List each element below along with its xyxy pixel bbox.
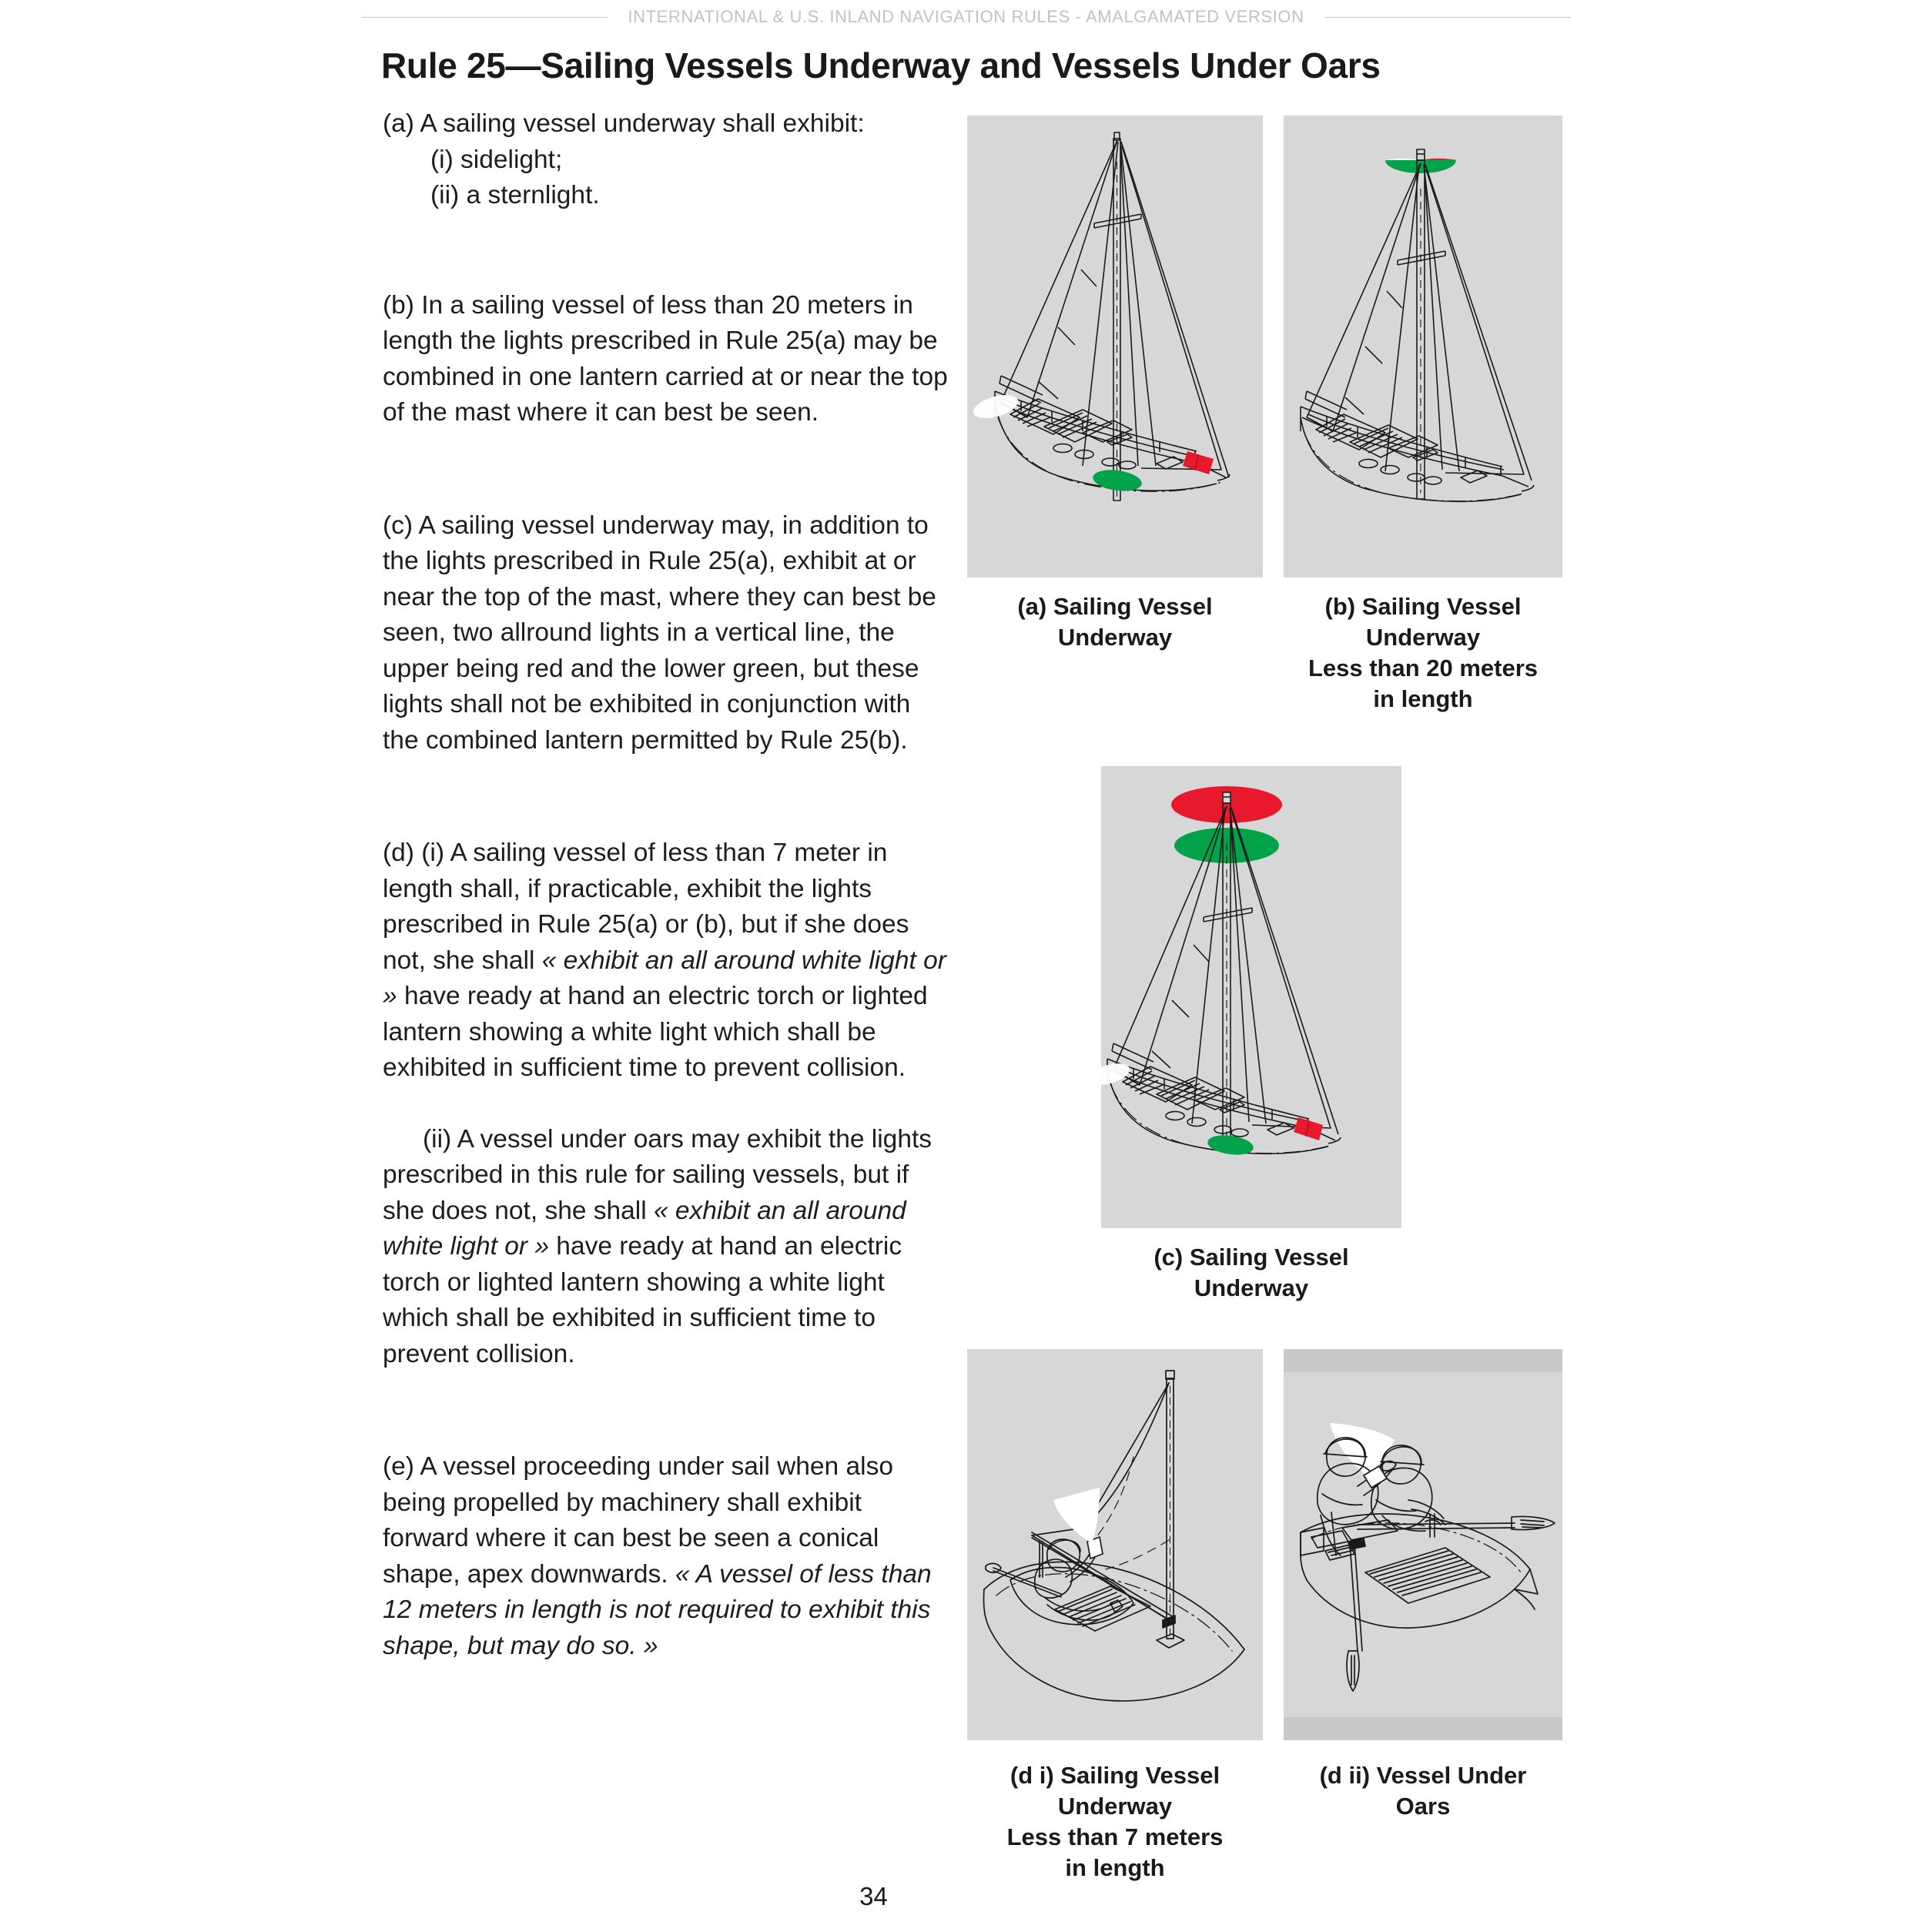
figure-d-i-caption (967, 1760, 1263, 1883)
figure-d-ii-caption-line-2: Oars (1395, 1793, 1451, 1820)
paragraph-a-ii: (ii) a sternlight. (430, 181, 600, 209)
figure-b-caption-line-2: Underway (1365, 624, 1481, 651)
figure-d-i-caption-line-3: Less than 7 meters (1006, 1823, 1224, 1850)
paragraph-a-i: (i) sidelight; (430, 145, 563, 174)
figure-c-caption-line-2: Underway (1194, 1274, 1309, 1301)
figure-a-caption-line-2: Underway (1057, 624, 1173, 651)
spacer-after-b (383, 431, 949, 508)
rule-text-column (383, 106, 949, 1664)
paragraph-d-ii (383, 1122, 949, 1373)
paragraph-d-ii-quote: « exhibit an all around white light or » (383, 1196, 906, 1261)
figure-c-caption (1101, 1242, 1401, 1304)
figure-d-i-panel (967, 1349, 1263, 1740)
figure-a-panel (967, 116, 1263, 578)
paragraph-d-i-text-2: have ready at hand an electric torch or lighted lantern showing a white light which shall be exhibited in sufficient time to prevent collision. (383, 982, 928, 1082)
figure-b-caption-line-3: Less than 20 meters (1308, 655, 1539, 681)
figure-d-ii-caption (1284, 1760, 1562, 1822)
header-rule-left (361, 17, 608, 18)
figure-c-caption-line-1: (c) Sailing Vessel (1154, 1244, 1349, 1271)
paragraph-d-i-quote: « exhibit an all around white light or » (383, 946, 946, 1010)
spacer-after-a (383, 214, 949, 288)
spacer-after-c (383, 758, 949, 835)
figure-a-caption (967, 591, 1263, 653)
paragraph-d-i (383, 835, 949, 1087)
paragraph-c: (c) A sailing vessel underway may, in addition to the lights prescribed in Rule 25(a), exhibit at or near the top of the mast, where they can best be seen, two allround lights in a vertical line, the upper being red and the lower green, but these lights shall not be exhibited in conjunction with the combined lantern permitted by Rule 25(b). (383, 511, 936, 755)
figure-b-caption-line-1: (b) Sailing Vessel (1324, 593, 1522, 620)
figure-c-panel (1101, 766, 1401, 1228)
paragraph-a-intro: (a) A sailing vessel underway shall exhibit: (383, 109, 865, 138)
paragraph-e-quote: « A vessel of less than 12 meters in length is not required to exhibit this shape, but may do so. » (383, 1559, 932, 1660)
figure-d-ii-panel (1284, 1349, 1562, 1740)
page-number (0, 1882, 1932, 1911)
paragraph-e-text-1: (e) A vessel proceeding under sail when also being propelled by machinery shall exhibit forward where it can best be seen a conical shape, apex downwards. (383, 1452, 893, 1589)
page-number-value: 34 (859, 1882, 888, 1910)
paragraph-b: (b) In a sailing vessel of less than 20 meters in length the lights prescribed in Rule 25(a) may be combined in one lantern carried at or near the top of the mast where it can best be seen. (383, 290, 948, 427)
figure-d-i-caption-line-2: Underway (1057, 1793, 1173, 1820)
figure-b-caption-line-4: in length (1373, 685, 1473, 712)
figure-b-panel (1284, 116, 1562, 578)
running-header (0, 0, 1932, 34)
spacer-after-d (383, 1372, 949, 1449)
figure-b-caption (1284, 591, 1562, 715)
paragraph-d-ii-text-1: (ii) A vessel under oars may exhibit the lights prescribed in this rule for sailing vessels, but if she does not, she shall (383, 1124, 933, 1225)
paragraph-e (383, 1449, 949, 1664)
paragraph-d-ii-text-2: have ready at hand an electric torch or lighted lantern showing a white light which shall be exhibited in sufficient time to prevent collision. (383, 1232, 902, 1368)
page-title: Rule 25—Sailing Vessels Underway and Vessels Under Oars (381, 45, 1381, 85)
figure-a-caption-line-1: (a) Sailing Vessel (1017, 593, 1213, 620)
figure-d-i-caption-line-1: (d i) Sailing Vessel (1010, 1762, 1220, 1789)
paragraph-d-i-text-1: (d) (i) A sailing vessel of less than 7 meter in length shall, if practicable, exhibit the lights prescribed in Rule 25(a) or (b), but if she does not, she shall (383, 839, 909, 975)
running-header-title: INTERNATIONAL & U.S. INLAND NAVIGATION RULES - AMALGAMATED VERSION (628, 7, 1304, 26)
figure-d-i-caption-line-4: in length (1065, 1854, 1165, 1881)
header-rule-right (1324, 17, 1571, 18)
figure-d-ii-caption-line-1: (d ii) Vessel Under (1319, 1762, 1527, 1789)
